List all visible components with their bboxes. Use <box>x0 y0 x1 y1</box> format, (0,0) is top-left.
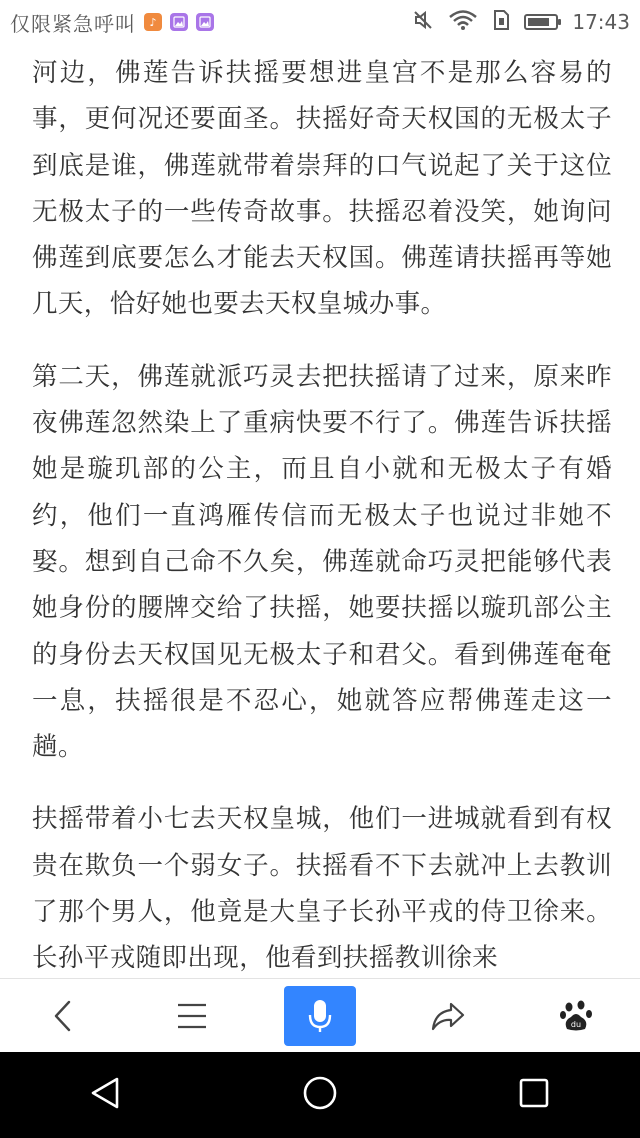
nav-home-icon <box>301 1074 339 1112</box>
back-button[interactable] <box>28 986 100 1046</box>
nav-recent-button[interactable] <box>517 1076 551 1114</box>
share-icon <box>430 1000 466 1032</box>
navigation-bar <box>0 1052 640 1138</box>
svg-text:du: du <box>570 1020 582 1029</box>
carrier-label: 仅限紧急呼叫 <box>10 11 136 36</box>
menu-button[interactable] <box>156 986 228 1046</box>
status-bar-right <box>412 0 630 44</box>
back-icon <box>49 999 79 1033</box>
mute-icon <box>412 9 434 35</box>
nav-recent-icon <box>517 1076 551 1110</box>
menu-icon <box>175 1001 209 1031</box>
clock: 17:43 <box>572 10 630 34</box>
gallery-app-icon <box>196 13 214 31</box>
sim-icon <box>492 9 510 35</box>
voice-search-icon <box>305 998 335 1034</box>
nav-back-button[interactable] <box>89 1075 123 1115</box>
baidu-button[interactable] <box>540 986 612 1046</box>
battery-icon <box>524 14 558 30</box>
article-body <box>32 50 612 976</box>
status-bar <box>0 0 640 44</box>
battery-fill <box>528 18 549 26</box>
browser-toolbar <box>0 978 640 1053</box>
nav-home-button[interactable] <box>301 1074 339 1116</box>
article-paragraph: 扶摇带着小七去天权皇城，他们一进城就看到有权贵在欺负一个弱女子。扶摇看不下去就冲上去教训了那个男人，他竟是大皇子长孙平戎的侍卫徐来。长孙平戎随即出现，他看到扶摇教训徐来 <box>32 804 612 974</box>
baidu-paw-icon <box>559 999 593 1033</box>
music-app-icon: ♪ <box>144 13 162 31</box>
article-paragraph: 河边，佛莲告诉扶摇要想进皇宫不是那么容易的事，更何况还要面圣。扶摇好奇天权国的无极太子到底是谁，佛莲就带着崇拜的口气说起了关于这位无极太子的一些传奇故事。扶摇忍着没笑，她询问佛莲到底要怎么才能去天权国。佛莲请扶摇再等她几天，恰好她也要去天权皇城办事。 <box>32 58 612 320</box>
voice-search-button[interactable] <box>284 986 356 1046</box>
article-paragraph: 第二天，佛莲就派巧灵去把扶摇请了过来，原来昨夜佛莲忽然染上了重病快要不行了。佛莲告诉扶摇她是璇玑部的公主，而且自小就和无极太子有婚约，他们一直鸿雁传信而无极太子也说过非她不娶。想到自己命不久矣，佛莲就命巧灵把能够代表她身份的腰牌交给了扶摇，她要扶摇以璇玑部公主的身份去天权国见无极太子和君父。看到佛莲奄奄一息，扶摇很是不忍心，她就答应帮佛莲走这一趟。 <box>32 361 612 763</box>
wifi-icon <box>448 9 478 35</box>
nav-back-icon <box>89 1075 123 1111</box>
gallery-app-icon <box>170 13 188 31</box>
status-bar-left <box>10 0 214 44</box>
share-button[interactable] <box>412 986 484 1046</box>
